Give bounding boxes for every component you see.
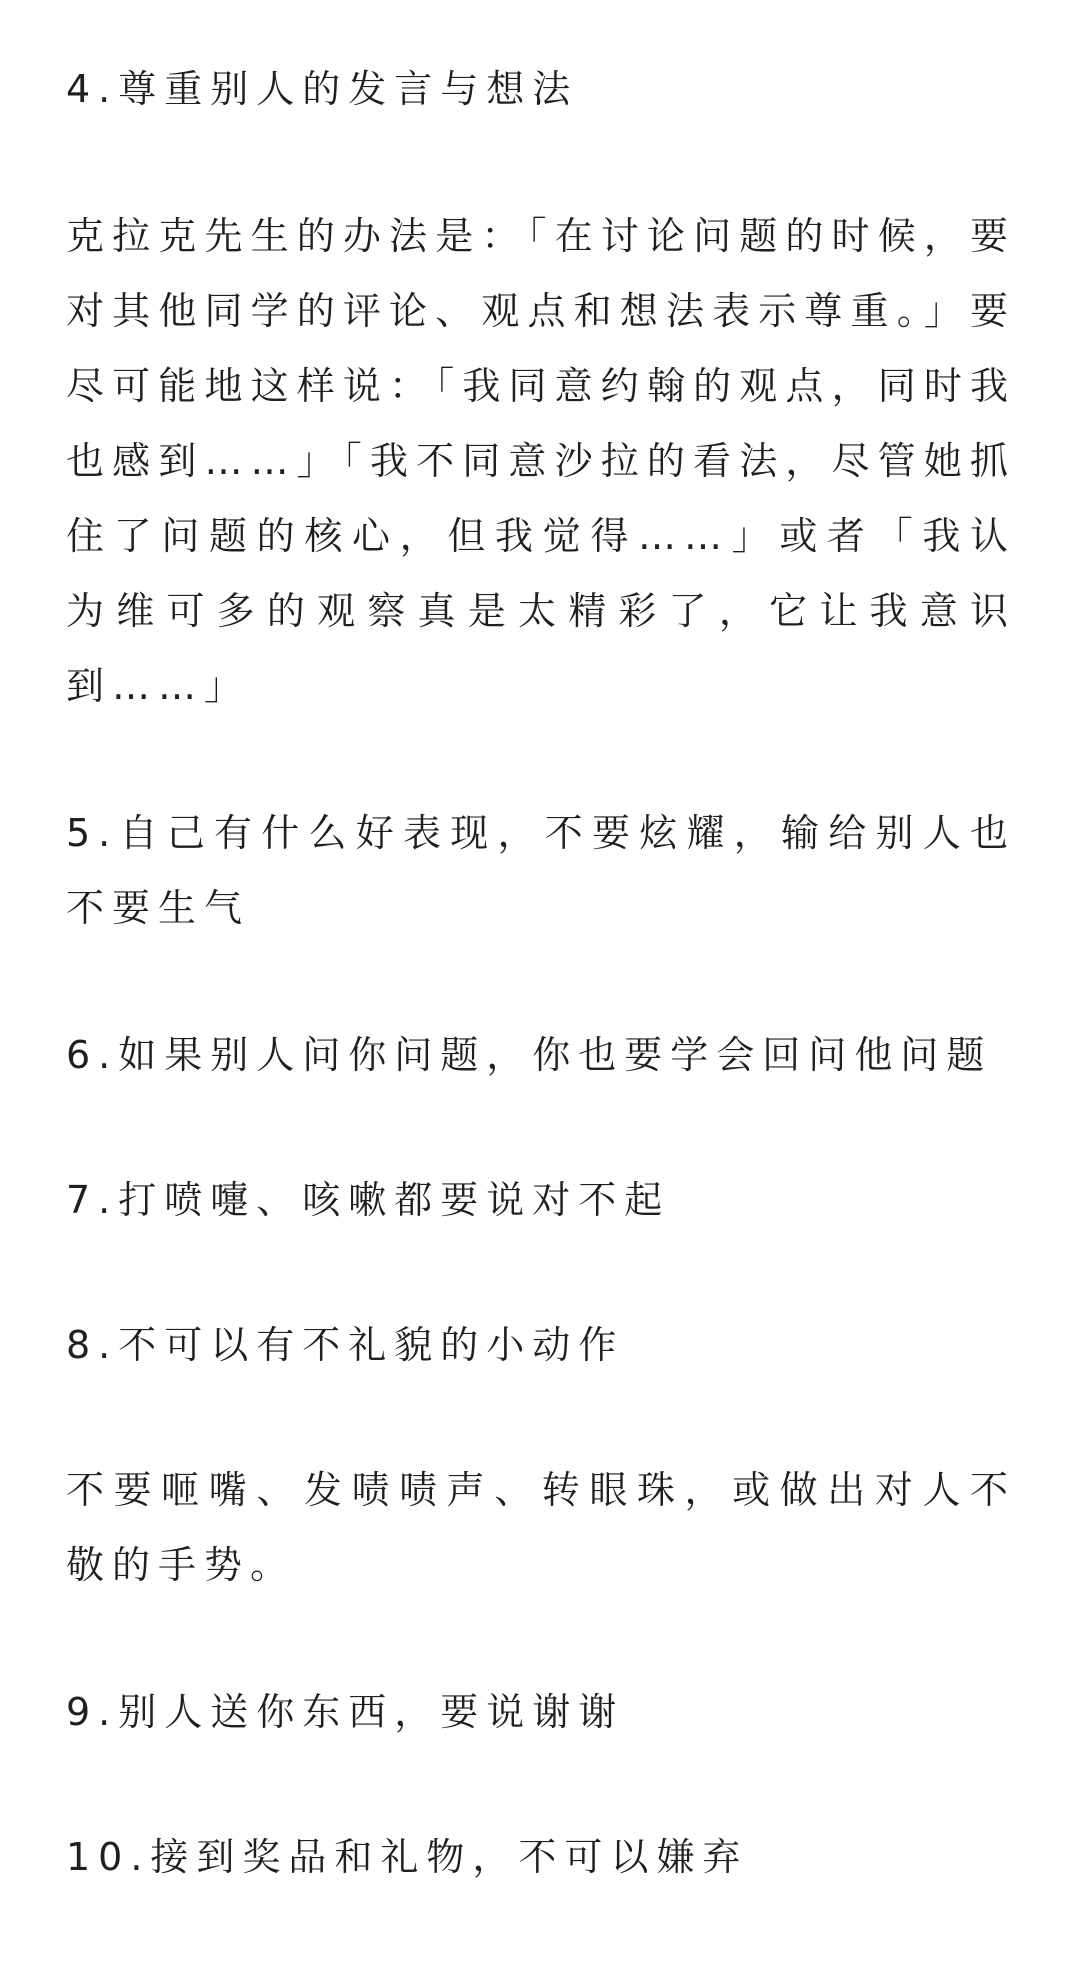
heading-rule-5: 5.自己有什么好表现，不要炫耀，输给别人也不要生气: [66, 811, 1016, 930]
heading-rule-6: 6.如果别人问你问题，你也要学会回问他问题: [66, 1033, 993, 1077]
heading-rule-9: 9.别人送你东西，要说谢谢: [66, 1690, 625, 1734]
paragraph-rude-gestures: 不要咂嘴、发啧啧声、转眼珠，或做出对人不敬的手势。: [66, 1468, 1016, 1587]
heading-rule-8: 8.不可以有不礼貌的小动作: [66, 1323, 625, 1367]
article-body: [66, 52, 1016, 1965]
heading-rule-7: 7.打喷嚏、咳嗽都要说对不起: [66, 1178, 671, 1222]
paragraph-clark-method: 克拉克先生的办法是：「在讨论问题的时候，要对其他同学的评论、观点和想法表示尊重。」要尽可能地这样说：「我同意约翰的观点，同时我也感到……」「我不同意沙拉的看法，尽管她抓住了问题的核心，但我觉得……」或者「我认为维可多的观察真是太精彩了，它让我意识到……」: [66, 214, 1016, 708]
heading-rule-10: 10.接到奖品和礼物，不可以嫌弃: [66, 1835, 749, 1879]
heading-rule-4: 4.尊重别人的发言与想法: [66, 67, 579, 111]
